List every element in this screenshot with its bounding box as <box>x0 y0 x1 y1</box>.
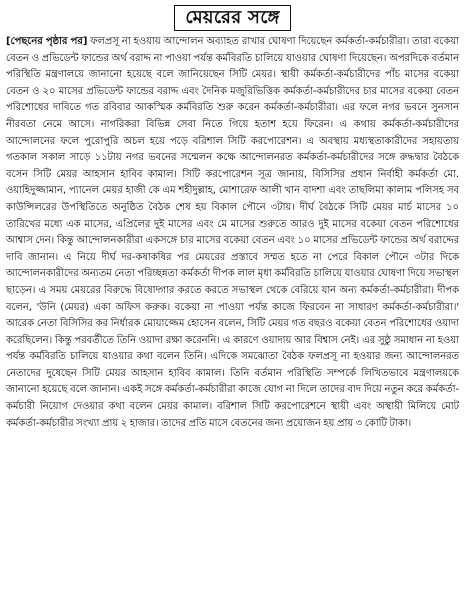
article-body: ফলপ্রসূ না হওয়ায় আন্দোলন অব্যাহত রাখার ঘোষণা দিয়েছেন কর্মকর্তা-কর্মচারীরা। তারা বকেয়া বেতন ও প্রভিডেন্ট ফান্ডের অর্থ বরাদ্দ না পাওয়া পর্যন্ত কর্মবিরতি চালিয়ে যাওয়ার ঘোষণা দিয়েছেন। অপরদিকে বর্তমান পরিস্থিতি মন্ত্রণালয়ে জানানো হয়েছে বলে জানিয়েছেন সিটি মেয়র। স্থায়ী কর্মকর্তা-কর্মচারীদের পাঁচ মাসের বকেয়া বেতন ও ২০ মাসের প্রভিডেন্ট ফান্ডের বরাদ্দ এবং দৈনিক মজুরিভিত্তিক কর্মকর্তা-কর্মচারীদের চার মাসের বকেয়া বেতন পরিশোধের দাবিতে গত রবিবার আকস্মিক কর্মবিরতি শুরু করেন কর্মকর্তা-কর্মচারীরা। এর ফলে নগর ভবনে সুনসান নীরবতা নেমে আসে। নাগরিকরা বিভিন্ন সেবা নিতে গিয়ে হতাশ হয়ে ফিরেন। এ কথায় কর্মকর্তা-কর্মচারীদের আন্দোলনের ফলে পুরোপুরি অচল হয়ে পড়ে বরিশাল সিটি করপোরেশন। এ অবস্থায় মধ্যস্থতাকারীদের সহায়তায় গতকাল সকাল সাড়ে ১১টায় নগর ভবনের সম্মেলন কক্ষে আন্দোলনরত কর্মকর্তা-কর্মচারীদের সঙ্গে রুদ্ধদ্বার বৈঠকে বসেন সিটি মেয়র আহসান হাবিব কামাল। সিটি করপোরেশন সূত্র জানায়, বিসিসির প্রধান নির্বাহী কর্মকর্তা মো. ওয়াহিদুজ্জামান, প্যানেল মেয়র হাজী কে এম শহীদুল্লাহ, মোশারেফ আলী খান বাদশা এবং তাছলিমা কালাম পলিসহ সব কাউন্সিলরের উপস্থিতিতে অনুষ্ঠিত বৈঠক শেষ হয় বিকাল পৌনে ৩টায়। দীর্ঘ বৈঠকে সিটি মেয়র মার্চ মাসের ১০ তারিখের মধ্যে এক মাসের, এপ্রিলের দুই মাসের এবং মে মাসের শুরুতে আরও দুই মাসের বকেয়া বেতন পরিশোধের আশ্বাস দেন। কিন্তু আন্দোলনকারীরা একসঙ্গে চার মাসের বকেয়া বেতন এবং ১০ মাসের প্রভিডেন্ট ফান্ডের অর্থ বরাদ্দের দাবি জানান। এ নিয়ে দীর্ঘ দর-কষাকষির পর মেয়রের প্রস্তাবে সম্মত হতে না পেরে বিকাল পৌনে ৩টার দিকে আন্দোলনকারীদের অন্যতম নেতা পরিচ্ছন্নতা কর্মকর্তা দীপক লাল মৃধা কর্মবিরতি চালিয়ে যাওয়ার ঘোষণা দিয়ে সভাস্থল ছাড়েন। এ সময় মেয়রের বিরুদ্ধে বিষোদ্গার করতে করতে সভাস্থল থেকে বেরিয়ে যান অন্য কর্মকর্তা-কর্মচারীরা। দীপক বলেন, 'উনি (মেয়র) একা অফিস করুক। বকেয়া না পাওয়া পর্যন্ত কাজে ফিরবেন না সাধারণ কর্মকর্তা-কর্মচারীরা।' আরেক নেতা বিসিসির কর নির্ধারক মোয়াজ্জেম হোসেন বলেন, সিটি মেয়র গত বছরও বকেয়া বেতন পরিশোধের ওয়াদা করেছিলেন। কিন্তু পরবর্তীতে তিনি ওয়াদা রক্ষা করেননি। এ কারণে ওয়াদায় আর বিশ্বাস নেই। এর সুষ্ঠু সমাধান না হওয়া পর্যন্ত কর্মবিরতি চালিয়ে যাওয়ার কথা বলেন তিনি। এদিকে সমঝোতা বৈঠক ফলপ্রসূ না হওয়ার জন্য আন্দোলনরত নেতাদের দুষেছেন সিটি মেয়র আহসান হাবিব কামাল। তিনি বর্তমান পরিস্থিতি সম্পর্কে লিখিতভাবে মন্ত্রণালয়কে জানানো হয়েছে বলে জানান। একই সঙ্গে কর্মকর্তা-কর্মচারীরা কাজে যোগ না দিলে তাদের বাদ দিয়ে নতুন করে কর্মকর্তা-কর্মচারী নিয়োগ দেওয়ার কথা বলেন মেয়র কামাল। বরিশাল সিটি করপোরেশনে স্থায়ী এবং অস্থায়ী মিলিয়ে মোট কর্মকর্তা-কর্মচারীর সংখ্যা প্রায় ২ হাজার। তাদের প্রতি মাসে বেতনের জন্য প্রয়োজন হয় প্রায় ৩ কোটি টাকা। <box>6 36 459 429</box>
article-body-block <box>6 34 459 432</box>
continued-from-label: [পেছনের পৃষ্ঠার পর] <box>6 36 88 47</box>
headline: মেয়রের সঙ্গে <box>174 5 290 31</box>
headline-area <box>6 4 459 32</box>
